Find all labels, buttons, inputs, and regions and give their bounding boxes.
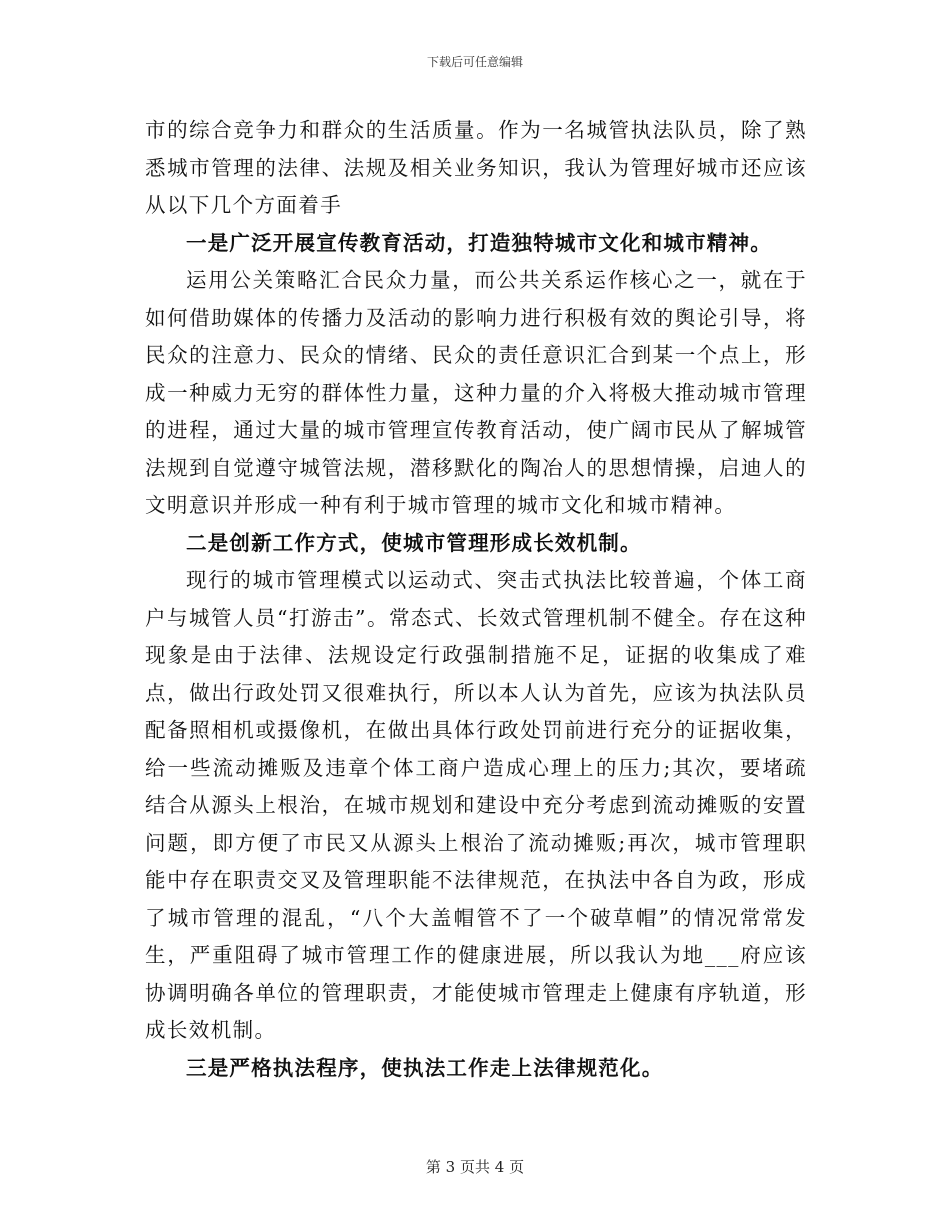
page-number-footer: 第 3 页共 4 页 (425, 1158, 525, 1176)
page-header: 下载后可任意编辑 (426, 55, 523, 69)
section-heading-3: 三是严格执法程序，使执法工作走上法律规范化。 (186, 1055, 664, 1080)
document-body (145, 112, 807, 1087)
section-heading-2: 二是创新工作方式，使城市管理形成长效机制。 (186, 530, 642, 555)
paragraph-body-2: 现行的城市管理模式以运动式、突击式执法比较普遍，个体工商户与城管人员“打游击”。常态式、长效式管理机制不健全。存在这种现象是由于法律、法规设定行政强制措施不足，证据的收集成了难点，做出行政处罚又很难执行，所以本人认为首先，应该为执法队员配备照相机或摄像机，在做出具体行政处罚前进行充分的证据收集，给一些流动摊贩及违章个体工商户造成心理上的压力;其次，要堵疏结合从源头上根治，在城市规划和建设中充分考虑到流动摊贩的安置问题，即方便了市民又从源头上根治了流动摊贩;再次，城市管理职能中存在职责交叉及管理职能不法律规范，在执法中各自为政，形成了城市管理的混乱，“八个大盖帽管不了一个破草帽”的情况常常发生，严重阻碍了城市管理工作的健康进展，所以我认为地___府应该协调明确各单位的管理职责，才能使城市管理走上健康有序轨道，形成长效机制。 (145, 568, 807, 1042)
section-heading-1: 一是广泛开展宣传教育活动，打造独特城市文化和城市精神。 (186, 230, 772, 255)
paragraph-body-1: 运用公关策略汇合民众力量，而公共关系运作核心之一，就在于如何借助媒体的传播力及活动的影响力进行积极有效的舆论引导，将民众的注意力、民众的情绪、民众的责任意识汇合到某一个点上，形成一种威力无穷的群体性力量，这种力量的介入将极大推动城市管理的进程，通过大量的城市管理宣传教育活动，使广阔市民从了解城管法规到自觉遵守城管法规，潜移默化的陶冶人的思想情操，启迪人的文明意识并形成一种有利于城市管理的城市文化和城市精神。 (145, 268, 807, 517)
paragraph-continued: 市的综合竞争力和群众的生活质量。作为一名城管执法队员，除了熟悉城市管理的法律、法规及相关业务知识，我认为管理好城市还应该从以下几个方面着手 (145, 118, 807, 217)
